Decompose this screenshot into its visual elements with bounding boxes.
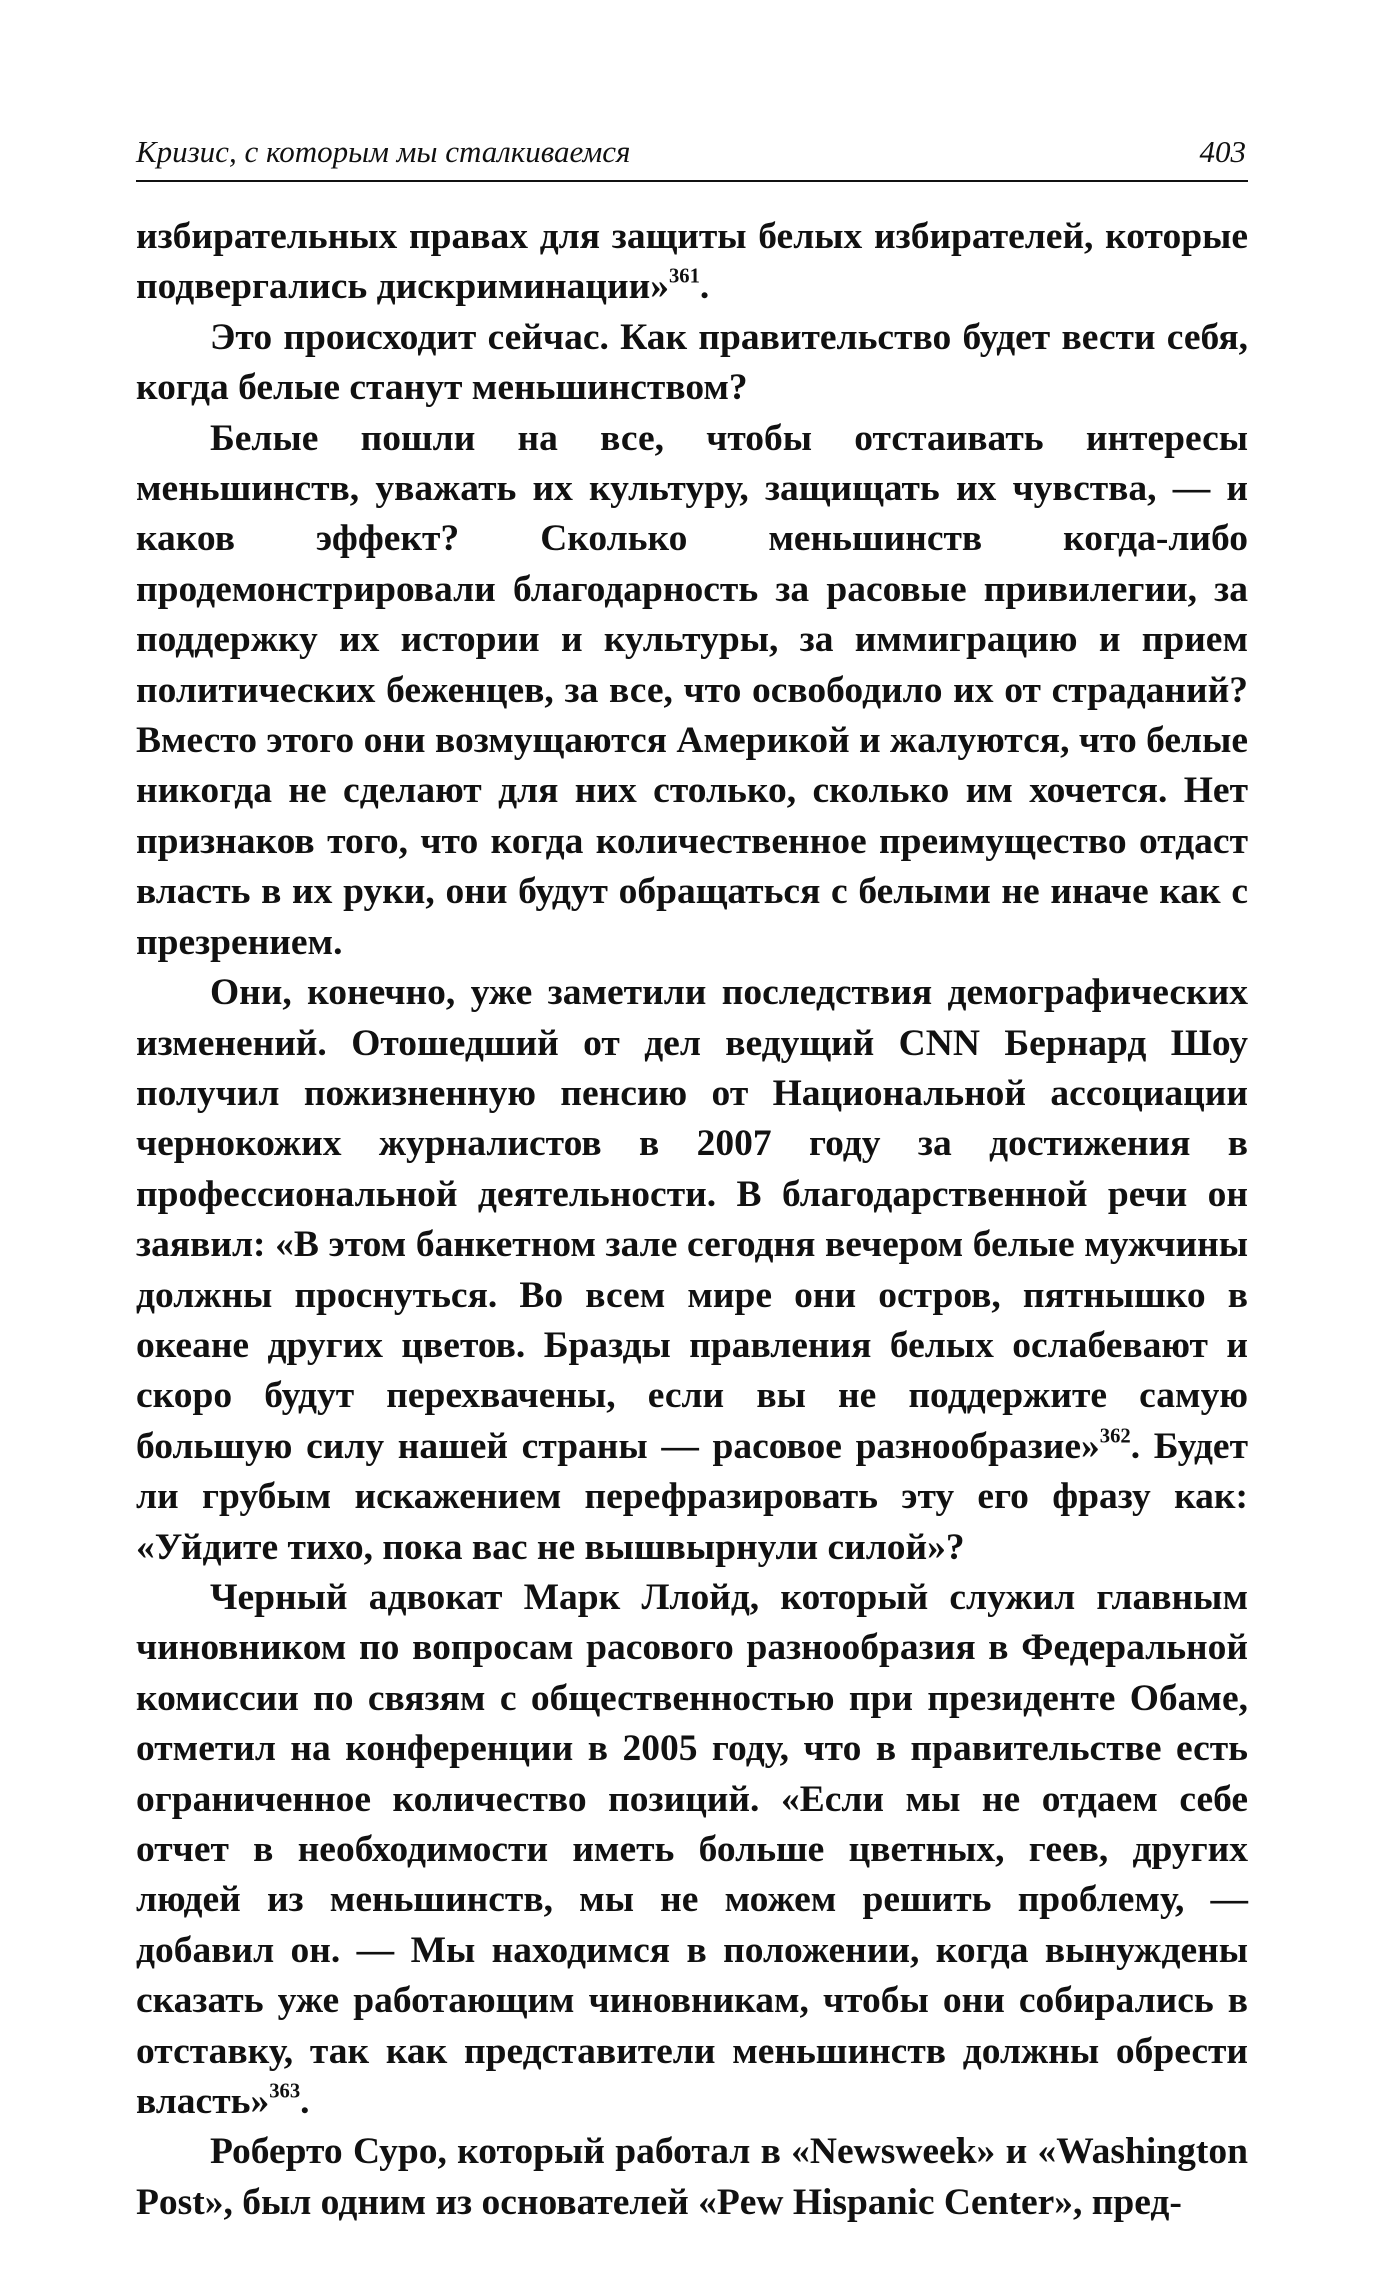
paragraph-text: Они, конечно, уже заметили последствия демографических изменений. Отошедший от дел ведущий CNN Бернард Шоу получил пожизненную пенсию от Национальной ассоциации чернокожих журналистов в 2007 году за достижения в профессиональной деятельности. В благодарственной речи он заявил: «В этом банкетном зале сегодня вечером белые мужчины должны проснуться. Во всем мире они остров, пятнышко в океане других цветов. Бразды правления белых ослабевают и скоро будут перехвачены, если вы не поддержите самую большую силу нашей страны — расовое разнообразие» [136,972,1248,1467]
running-header [136,132,1246,172]
paragraph-1 [136,212,1248,313]
paragraph-4 [136,968,1248,1573]
paragraph-text: Роберто Суро, который работал в «Newsweek» и «Washington Post», был одним из основателей «Pew Hispanic Center», пред- [136,2131,1248,2223]
paragraph-5 [136,1573,1248,2127]
footnote-ref: 361 [668,265,700,288]
footnote-ref: 362 [1099,1425,1131,1448]
paragraph-text: избирательных правах для защиты белых избирателей, которые подвергались дискриминации» [136,216,1248,308]
running-title: Кризис, с которым мы сталкиваемся [136,134,631,169]
page-number: 403 [1199,134,1246,169]
body-text [136,212,1248,2228]
footnote-ref: 363 [269,2080,301,2103]
paragraph-3 [136,414,1248,968]
paragraph-tail: . [300,2081,310,2123]
paragraph-6 [136,2127,1248,2228]
paragraph-text: Это происходит сейчас. Как правительство будет вести себя, когда белые станут меньшинством? [136,316,1248,409]
paragraph-text: Черный адвокат Марк Ллойд, который служил главным чиновником по вопросам расового разнообразия в Федеральной комиссии по связям с общественностью при президенте Обаме, отметил на конференции в 2005 году, что в правительстве есть ограниченное количество позиций. «Если мы не отдаем себе отчет в необходимости иметь больше цветных, геев, других людей из меньшинств, мы не можем решить проблему, — добавил он. — Мы находимся в положении, когда вынуждены сказать уже работающим чиновникам, чтобы они собирались в отставку, так как представители меньшинств должны обрести власть» [136,1576,1248,2123]
paragraph-2 [136,313,1248,414]
paragraph-tail: . Будет ли грубым искажением перефразировать эту его фразу как: «Уйдите тихо, пока вас не вышвырнули силой»? [136,1425,1248,1568]
header-rule [136,180,1248,182]
paragraph-tail: . [699,266,710,308]
paragraph-text: Белые пошли на все, чтобы отстаивать интересы меньшинств, уважать их культуру, защищать их чувства, — и каков эффект? Сколько меньшинств когда-либо продемонстрировали благодарность за расовые привилегии, за поддержку их истории и культуры, за иммиграцию и прием политических беженцев, за все, что освободило их от страданий? Вместо этого они возмущаются Америкой и жалуются, что белые никогда не сделают для них столько, сколько им хочется. Нет признаков того, что когда количественное преимущество отдаст власть в их руки, они будут обращаться с белыми не иначе как с презрением. [136,417,1248,963]
